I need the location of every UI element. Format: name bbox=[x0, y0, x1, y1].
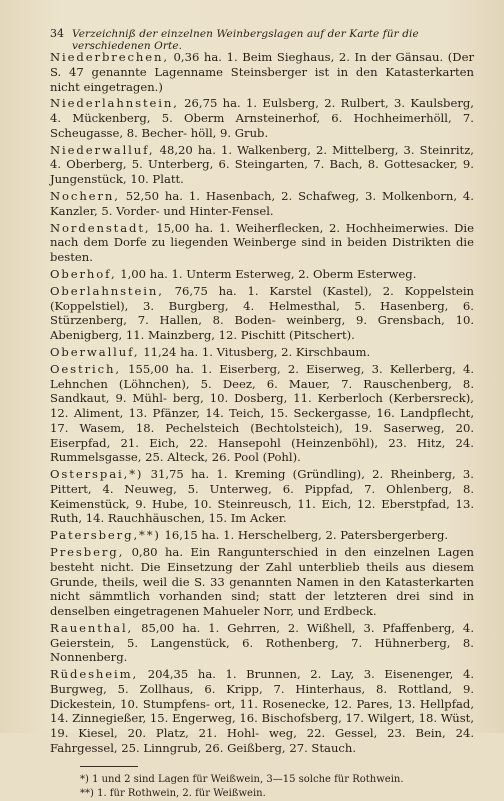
place-name: Rauenthal, bbox=[50, 620, 134, 635]
entry-text-line: sind; statt der letzteren drei sind in denselben eingetragenen Mahueler Norr, bbox=[50, 589, 475, 619]
entry-text-line: Dorfe zu liegenden Weinberge sind in beiden Distrikten die besten. bbox=[50, 235, 474, 265]
entry-text-line: 204,35 ha. 1. Brunnen, 2. Lay, 3. Eisenenger, 4. Burgweg, 5. bbox=[50, 667, 474, 696]
entry-text-line: 31,75 ha. 1. Kreming (Gründling), 2. Rheinberg, 3. Pittert, 4. bbox=[50, 467, 474, 496]
place-name: Niederbrechen, bbox=[50, 50, 169, 64]
page-header bbox=[50, 27, 474, 52]
place-entry bbox=[50, 621, 474, 665]
place-entry bbox=[50, 667, 474, 756]
running-title: Verzeichniß der einzelnen Weinbergslagen auf der Karte für die verschiedenen Orte. bbox=[72, 28, 419, 52]
entry-text-line: 10. Steinreusch, 11. Eich, 12. Eberstpfad, 13. Ruth, 14. Rauchhäuschen, bbox=[50, 496, 474, 526]
page-number: 34 bbox=[50, 27, 64, 40]
place-entry bbox=[50, 345, 474, 360]
entry-text-line: 10. Platt. bbox=[130, 172, 184, 187]
entry-text-line: 52,50 ha. 1. Hasenbach, 2. Schafweg, 3. Molkenborn, 4. Kanzler, 5. bbox=[50, 189, 474, 218]
footnote: *) 1 und 2 sind Lagen für Weißwein, 3—15 solche für Rothwein. bbox=[80, 773, 404, 785]
place-name: Nochern, bbox=[50, 189, 120, 204]
entry-list bbox=[50, 50, 474, 756]
entry-text-line: berg, 10. Dosberg, 11. Kerberloch (Kerbersreck), 12. Aliment, 13. Pfänzer, bbox=[50, 391, 474, 420]
place-name: Rüdesheim, bbox=[50, 667, 139, 682]
entry-text-line: 76,75 ha. 1. Karstel (Kastel), 2. Koppelstein (Koppelstiel), 3. Burgberg, 4. Helmesthal, 5. Hasenberg, 6. Stürzenberg, 7. Hallen, 8. Boden- bbox=[50, 283, 475, 328]
entry-text-line: 16. Bischofsberg, 17. Wilgert, 18. Wüst, 19. Kiesel, 20. Platz, 21. Hohl- bbox=[50, 711, 475, 741]
place-name: Nordenstadt, bbox=[50, 220, 151, 235]
place-entry bbox=[50, 221, 474, 265]
place-name: Patersberg,**) bbox=[50, 528, 161, 543]
entry-text-line: 5. Langenstück, 6. Rothenberg, 7. Hühnerberg, 8. Nonnenberg. bbox=[50, 635, 474, 665]
place-name: Presberg, bbox=[50, 545, 125, 560]
place-entry bbox=[50, 189, 474, 219]
entry-text-line: höll, 9. Grub. bbox=[190, 125, 269, 140]
entry-text-line: Vorder- und Hinter-Fensel. bbox=[116, 203, 274, 218]
place-entry bbox=[50, 362, 474, 465]
footnote: **) 1. für Rothwein, 2. für Weißwein. bbox=[80, 787, 266, 799]
entry-text-line: Zollhaus, 6. Kripp, 7. Hinterhaus, 8. Rottland, 9. Dickestein, 10. Stumpfens- bbox=[50, 681, 475, 711]
entry-text-line: 15. Im Acker. bbox=[208, 511, 287, 526]
place-name: Oberhof, bbox=[50, 266, 117, 281]
entry-text-line: (Bechtolsteich), 19. Saserweg, 20. Eiserpfad, 21. Eich, 22. Hansepohl bbox=[50, 420, 475, 450]
entry-text-line: weg, 22. Gessel, 23. Bein, 24. Fahrgessel, 25. Linngrub, 26. Geißberg, bbox=[50, 726, 475, 755]
place-entry bbox=[50, 284, 474, 343]
entry-text-line: 155,00 ha. 1. Eiserberg, 2. Eiserweg, 3. Kellerberg, 4. Lehnchen bbox=[50, 361, 475, 391]
entry-text-line: 85,00 ha. 1. Gehrren, 2. Wißhell, 3. Pfaffenberg, 4. Geierstein, bbox=[50, 620, 474, 650]
entry-text-line: 48,20 ha. 1. Walkenberg, 2. Mittelberg, 3. Steinritz, 4. Oberberg, 5. Unterberg, 6. Steingarten, 7. Bach, 8. Gottesacker, 9. Jungenstück, bbox=[50, 142, 474, 187]
entry-text-line: Die Einsetzung der Zahl unterblieb theils aus diesem Grunde, theils, weil bbox=[50, 559, 475, 589]
entry-text-line: 0,36 ha. 1. Beim Sieghaus, 2. In der Gänsau. (Der S. 47 bbox=[50, 50, 475, 79]
place-name: Oestrich, bbox=[50, 361, 121, 376]
place-entry bbox=[50, 545, 474, 619]
entry-text-line: 11,24 ha. 1. Vitusberg, 2. Kirschbaum. bbox=[143, 344, 371, 359]
entry-text-line: und Erdbeck. bbox=[297, 604, 377, 619]
place-name: Osterspai,*) bbox=[50, 467, 144, 482]
place-name: Niederlahnstein, bbox=[50, 96, 179, 111]
entry-text-line: 1,00 ha. 1. Unterm Esterweg, 2. Oberm Esterweg. bbox=[120, 266, 417, 281]
entry-text-line: Neuweg, 5. Unterweg, 6. Pippfad, 7. Ohlenberg, 8. Keimenstück, 9. Hube, bbox=[50, 481, 475, 511]
place-name: Oberlahnstein, bbox=[50, 283, 164, 298]
place-entry bbox=[50, 143, 474, 187]
entry-text-line: 27. Stauch. bbox=[289, 740, 357, 755]
entry-text-line: (Pitschert). bbox=[288, 328, 355, 343]
footnotes bbox=[50, 773, 474, 801]
place-name: Oberwalluf, bbox=[50, 344, 140, 359]
place-name: Niederwalluf, bbox=[50, 142, 155, 157]
entry-text-line: weinberg, 9. Grensbach, 10. Abenigberg, 11. Mainzberg, 12. Pischitt bbox=[50, 313, 475, 343]
footnote-rule bbox=[80, 766, 138, 767]
entry-text-line: 14. Teich, 15. Seckergasse, 16. Landpflecht, 17. Wasem, 18. Pechelsteich bbox=[50, 406, 474, 435]
entry-text-line: 0,80 ha. Ein Rangunterschied in den einzelnen Lagen besteht nicht. bbox=[50, 545, 474, 574]
entry-text-line: 16,15 ha. 1. Herschelberg, 2. Patersbergerberg. bbox=[164, 528, 449, 543]
place-entry bbox=[50, 528, 474, 543]
entry-text-line: (Heinzenböhl), 23. Hitz, 24. Rummelsgasse, 25. Alteck, 26. Pool (Pohl). bbox=[50, 435, 474, 465]
entry-text-line: 15,00 ha. 1. Weiherflecken, 2. Hochheimerwies. Die nach dem bbox=[50, 220, 474, 250]
entry-text-line: ort, 11. Rosenecke, 12. Pares, 13. Hellpfad, 14. Zinnegießer, 15. Engerweg, bbox=[50, 696, 475, 726]
entry-text-line: genannte Lagenname Steinsberger ist in den Katasterkarten nicht eingetragen.) bbox=[50, 64, 474, 94]
place-entry bbox=[50, 467, 474, 526]
entry-text-line: 26,75 ha. 1. Eulsberg, 2. Rulbert, 3. Kaulsberg, 4. Mückenberg, 5. Oberm Arnsteinerhof, 6. Hochheimerhöll, 7. Scheugasse, 8. Becher- bbox=[50, 96, 474, 140]
place-entry bbox=[50, 96, 474, 140]
place-entry bbox=[50, 50, 474, 94]
entry-text-line: (Löhnchen), 5. Deez, 6. Mauer, 7. Rauschenberg, 8. Sandkaut, 9. Mühl- bbox=[50, 376, 474, 406]
place-entry bbox=[50, 267, 474, 282]
entry-text-line: die S. 33 genannten Namen in den Katasterkarten nicht sämmtlich vorhanden bbox=[50, 574, 474, 604]
